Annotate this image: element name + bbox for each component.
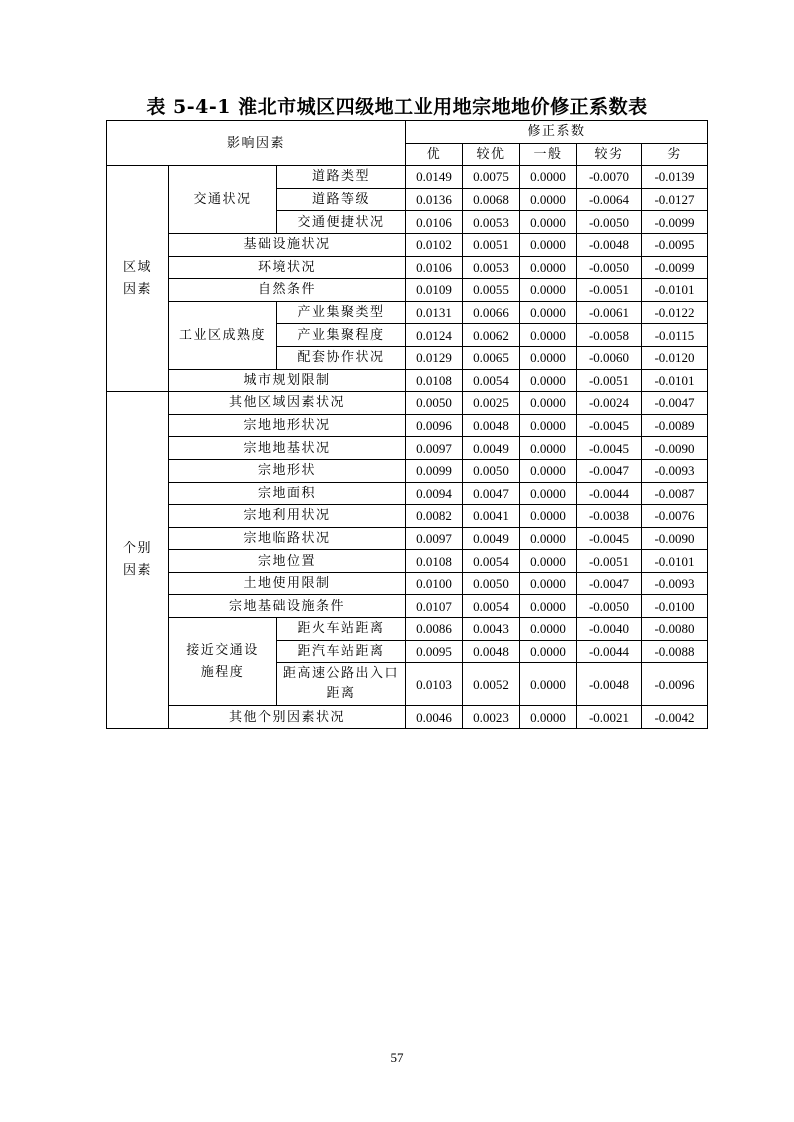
factor-label: 其他个别因素状况 bbox=[169, 706, 406, 729]
coefficient-value: 0.0099 bbox=[406, 459, 463, 482]
coefficient-value: 0.0000 bbox=[520, 324, 577, 347]
coefficient-value: 0.0050 bbox=[406, 392, 463, 415]
coefficient-value: 0.0054 bbox=[463, 550, 520, 573]
factor-label: 道路等级 bbox=[277, 188, 406, 211]
coefficient-value: 0.0000 bbox=[520, 166, 577, 189]
coefficient-value: 0.0049 bbox=[463, 527, 520, 550]
coefficient-value: 0.0000 bbox=[520, 211, 577, 234]
coefficient-value: -0.0090 bbox=[642, 527, 708, 550]
coefficient-value: -0.0095 bbox=[642, 233, 708, 256]
grade-header: 劣 bbox=[642, 143, 708, 166]
coefficient-value: -0.0061 bbox=[577, 301, 642, 324]
coefficient-value: -0.0058 bbox=[577, 324, 642, 347]
header-row bbox=[107, 121, 708, 144]
coefficient-value: 0.0000 bbox=[520, 346, 577, 369]
coefficient-value: 0.0000 bbox=[520, 550, 577, 573]
regional-factor-group: 区域因素 bbox=[107, 166, 169, 392]
coefficient-value: 0.0048 bbox=[463, 640, 520, 663]
coefficient-value: 0.0086 bbox=[406, 618, 463, 641]
coefficient-value: 0.0102 bbox=[406, 233, 463, 256]
factor-label: 环境状况 bbox=[169, 256, 406, 279]
coefficient-value: -0.0090 bbox=[642, 437, 708, 460]
factor-label: 城市规划限制 bbox=[169, 369, 406, 392]
coefficient-value: 0.0000 bbox=[520, 188, 577, 211]
factor-label: 宗地基础设施条件 bbox=[169, 595, 406, 618]
coefficient-value: 0.0000 bbox=[520, 301, 577, 324]
coefficient-value: -0.0127 bbox=[642, 188, 708, 211]
coefficient-value: 0.0054 bbox=[463, 595, 520, 618]
table-row bbox=[107, 392, 708, 415]
coefficient-value: 0.0023 bbox=[463, 706, 520, 729]
coefficient-value: 0.0000 bbox=[520, 233, 577, 256]
coef-header: 修正系数 bbox=[406, 121, 708, 144]
table-row bbox=[107, 595, 708, 618]
page-number: 57 bbox=[390, 1050, 404, 1065]
factor-label: 距火车站距离 bbox=[277, 618, 406, 641]
coefficient-value: -0.0047 bbox=[577, 572, 642, 595]
coefficient-value: 0.0054 bbox=[463, 369, 520, 392]
table-row bbox=[107, 505, 708, 528]
coefficient-value: -0.0047 bbox=[577, 459, 642, 482]
table-row bbox=[107, 482, 708, 505]
table-row bbox=[107, 233, 708, 256]
coefficient-value: 0.0046 bbox=[406, 706, 463, 729]
coefficient-value: -0.0087 bbox=[642, 482, 708, 505]
coefficient-value: 0.0048 bbox=[463, 414, 520, 437]
coefficient-value: -0.0089 bbox=[642, 414, 708, 437]
table-row bbox=[107, 369, 708, 392]
table-row bbox=[107, 279, 708, 302]
factor-label: 配套协作状况 bbox=[277, 346, 406, 369]
coefficient-value: -0.0051 bbox=[577, 550, 642, 573]
coefficient-value: 0.0068 bbox=[463, 188, 520, 211]
coefficient-value: 0.0094 bbox=[406, 482, 463, 505]
coefficient-value: -0.0048 bbox=[577, 663, 642, 706]
coefficient-value: 0.0055 bbox=[463, 279, 520, 302]
coefficient-value: -0.0038 bbox=[577, 505, 642, 528]
coefficient-value: 0.0109 bbox=[406, 279, 463, 302]
coefficient-value: -0.0024 bbox=[577, 392, 642, 415]
coefficient-value: 0.0000 bbox=[520, 414, 577, 437]
coefficient-value: -0.0045 bbox=[577, 527, 642, 550]
coefficient-value: 0.0000 bbox=[520, 482, 577, 505]
table-title: 表 5-4-1 淮北市城区四级地工业用地宗地地价修正系数表 bbox=[146, 96, 648, 118]
coefficient-value: 0.0129 bbox=[406, 346, 463, 369]
coefficient-value: 0.0097 bbox=[406, 527, 463, 550]
coefficient-value: 0.0108 bbox=[406, 369, 463, 392]
industrial-group: 工业区成熟度 bbox=[169, 301, 277, 369]
coefficient-value: 0.0000 bbox=[520, 437, 577, 460]
coefficient-value: -0.0021 bbox=[577, 706, 642, 729]
coefficient-value: -0.0051 bbox=[577, 369, 642, 392]
coefficient-value: 0.0000 bbox=[520, 505, 577, 528]
table-row bbox=[107, 437, 708, 460]
coefficient-value: 0.0096 bbox=[406, 414, 463, 437]
coefficient-value: 0.0106 bbox=[406, 256, 463, 279]
factor-label: 距汽车站距离 bbox=[277, 640, 406, 663]
coefficient-value: 0.0000 bbox=[520, 706, 577, 729]
table-row bbox=[107, 301, 708, 324]
coefficient-value: 0.0107 bbox=[406, 595, 463, 618]
factor-label: 宗地利用状况 bbox=[169, 505, 406, 528]
coefficient-value: -0.0139 bbox=[642, 166, 708, 189]
factor-label: 道路类型 bbox=[277, 166, 406, 189]
factor-label: 宗地形状 bbox=[169, 459, 406, 482]
coefficient-value: 0.0050 bbox=[463, 459, 520, 482]
coefficient-value: 0.0149 bbox=[406, 166, 463, 189]
coefficient-value: -0.0044 bbox=[577, 640, 642, 663]
coefficient-value: -0.0060 bbox=[577, 346, 642, 369]
coefficient-value: -0.0070 bbox=[577, 166, 642, 189]
coefficient-value: 0.0051 bbox=[463, 233, 520, 256]
coefficient-value: -0.0048 bbox=[577, 233, 642, 256]
grade-header: 较优 bbox=[463, 143, 520, 166]
factor-header: 影响因素 bbox=[107, 121, 406, 166]
coefficient-value: -0.0101 bbox=[642, 279, 708, 302]
coefficient-value: 0.0075 bbox=[463, 166, 520, 189]
coefficient-value: 0.0097 bbox=[406, 437, 463, 460]
coefficient-value: -0.0064 bbox=[577, 188, 642, 211]
coefficient-value: 0.0053 bbox=[463, 256, 520, 279]
coefficient-value: -0.0044 bbox=[577, 482, 642, 505]
coefficient-value: -0.0040 bbox=[577, 618, 642, 641]
coefficient-value: -0.0101 bbox=[642, 550, 708, 573]
coefficient-value: 0.0000 bbox=[520, 527, 577, 550]
coefficient-value: 0.0000 bbox=[520, 618, 577, 641]
factor-label: 距高速公路出入口距离 bbox=[277, 663, 406, 706]
individual-factor-group: 个别因素 bbox=[107, 392, 169, 729]
coefficient-value: 0.0000 bbox=[520, 459, 577, 482]
coefficient-value: 0.0000 bbox=[520, 572, 577, 595]
coefficient-value: -0.0101 bbox=[642, 369, 708, 392]
coefficient-value: -0.0050 bbox=[577, 595, 642, 618]
table-row bbox=[107, 256, 708, 279]
coefficient-value: 0.0100 bbox=[406, 572, 463, 595]
coefficient-value: -0.0100 bbox=[642, 595, 708, 618]
coefficient-value: 0.0025 bbox=[463, 392, 520, 415]
table-row bbox=[107, 550, 708, 573]
coefficient-value: -0.0042 bbox=[642, 706, 708, 729]
coefficient-value: 0.0108 bbox=[406, 550, 463, 573]
coefficient-table bbox=[106, 120, 708, 729]
coefficient-value: 0.0000 bbox=[520, 595, 577, 618]
coefficient-value: 0.0053 bbox=[463, 211, 520, 234]
coefficient-value: -0.0050 bbox=[577, 256, 642, 279]
coefficient-value: 0.0052 bbox=[463, 663, 520, 706]
factor-label: 产业集聚程度 bbox=[277, 324, 406, 347]
coefficient-value: 0.0041 bbox=[463, 505, 520, 528]
grade-header: 优 bbox=[406, 143, 463, 166]
coefficient-value: 0.0124 bbox=[406, 324, 463, 347]
factor-label: 宗地临路状况 bbox=[169, 527, 406, 550]
coefficient-value: 0.0000 bbox=[520, 369, 577, 392]
coefficient-value: 0.0043 bbox=[463, 618, 520, 641]
coefficient-value: 0.0062 bbox=[463, 324, 520, 347]
coefficient-value: -0.0080 bbox=[642, 618, 708, 641]
coefficient-value: -0.0045 bbox=[577, 437, 642, 460]
coefficient-value: -0.0115 bbox=[642, 324, 708, 347]
grade-header: 较劣 bbox=[577, 143, 642, 166]
coefficient-value: -0.0120 bbox=[642, 346, 708, 369]
coefficient-value: 0.0103 bbox=[406, 663, 463, 706]
coefficient-value: 0.0050 bbox=[463, 572, 520, 595]
factor-label: 其他区域因素状况 bbox=[169, 392, 406, 415]
coefficient-value: -0.0076 bbox=[642, 505, 708, 528]
table-row bbox=[107, 572, 708, 595]
table-row bbox=[107, 706, 708, 729]
factor-label: 宗地地基状况 bbox=[169, 437, 406, 460]
coefficient-value: -0.0096 bbox=[642, 663, 708, 706]
factor-label: 宗地面积 bbox=[169, 482, 406, 505]
coefficient-value: -0.0099 bbox=[642, 211, 708, 234]
coefficient-value: 0.0047 bbox=[463, 482, 520, 505]
factor-label: 宗地位置 bbox=[169, 550, 406, 573]
coefficient-value: -0.0045 bbox=[577, 414, 642, 437]
coefficient-value: 0.0065 bbox=[463, 346, 520, 369]
table-row bbox=[107, 459, 708, 482]
coefficient-value: -0.0099 bbox=[642, 256, 708, 279]
coefficient-value: -0.0047 bbox=[642, 392, 708, 415]
coefficient-value: 0.0106 bbox=[406, 211, 463, 234]
factor-label: 交通便捷状况 bbox=[277, 211, 406, 234]
table-row bbox=[107, 527, 708, 550]
table-row bbox=[107, 166, 708, 189]
coefficient-value: 0.0000 bbox=[520, 279, 577, 302]
coefficient-value: 0.0131 bbox=[406, 301, 463, 324]
coefficient-value: 0.0136 bbox=[406, 188, 463, 211]
coefficient-value: 0.0066 bbox=[463, 301, 520, 324]
coefficient-value: 0.0000 bbox=[520, 640, 577, 663]
factor-label: 自然条件 bbox=[169, 279, 406, 302]
coefficient-value: 0.0049 bbox=[463, 437, 520, 460]
coefficient-value: -0.0093 bbox=[642, 572, 708, 595]
coefficient-value: 0.0095 bbox=[406, 640, 463, 663]
coefficient-value: 0.0000 bbox=[520, 392, 577, 415]
factor-label: 宗地地形状况 bbox=[169, 414, 406, 437]
coefficient-value: -0.0122 bbox=[642, 301, 708, 324]
table-row bbox=[107, 414, 708, 437]
coefficient-value: -0.0093 bbox=[642, 459, 708, 482]
coefficient-value: 0.0082 bbox=[406, 505, 463, 528]
factor-label: 产业集聚类型 bbox=[277, 301, 406, 324]
factor-label: 基础设施状况 bbox=[169, 233, 406, 256]
coefficient-value: 0.0000 bbox=[520, 663, 577, 706]
traffic-group: 交通状况 bbox=[169, 166, 277, 234]
coefficient-value: -0.0050 bbox=[577, 211, 642, 234]
factor-label: 土地使用限制 bbox=[169, 572, 406, 595]
coefficient-value: -0.0051 bbox=[577, 279, 642, 302]
coefficient-value: -0.0088 bbox=[642, 640, 708, 663]
coefficient-value: 0.0000 bbox=[520, 256, 577, 279]
access-group: 接近交通设施程度 bbox=[169, 618, 277, 706]
table-row bbox=[107, 618, 708, 641]
grade-header: 一般 bbox=[520, 143, 577, 166]
